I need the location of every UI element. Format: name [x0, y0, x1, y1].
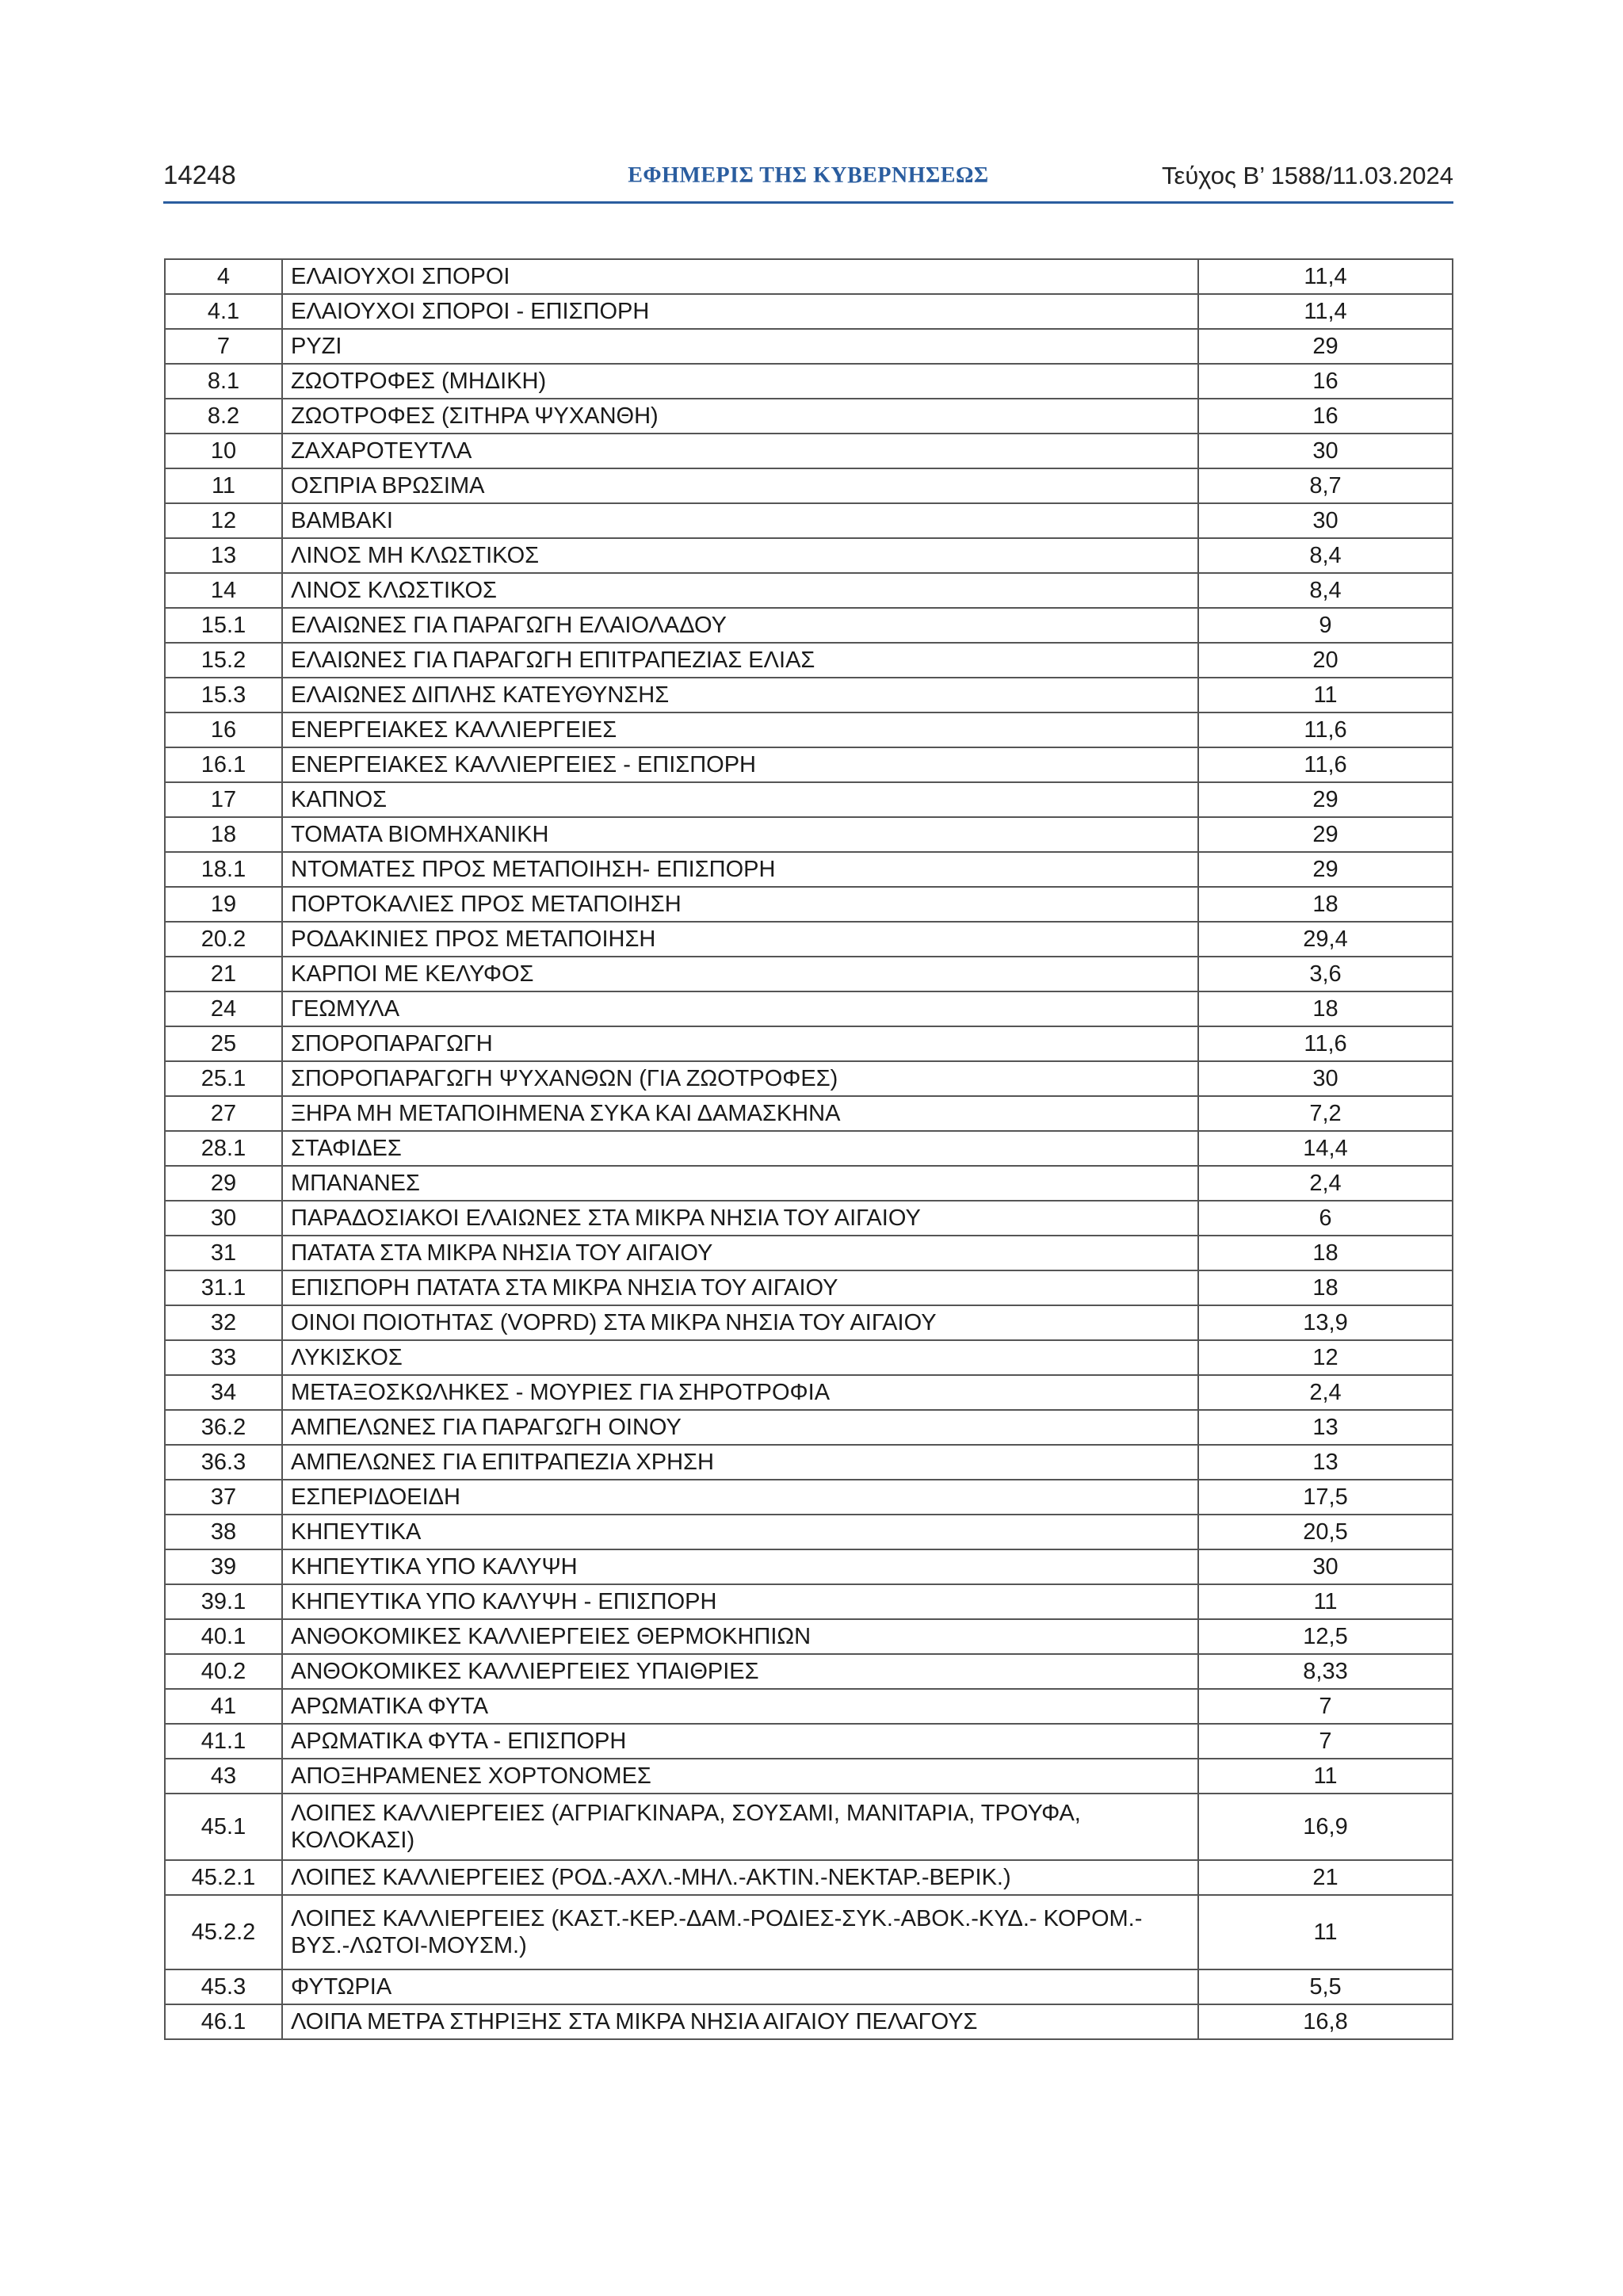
row-code: 24	[165, 991, 282, 1026]
table-row	[165, 1131, 1453, 1166]
row-name: ΦΥΤΩΡΙΑ	[282, 1969, 1198, 2004]
row-value: 9	[1198, 608, 1453, 643]
row-value: 5,5	[1198, 1969, 1453, 2004]
row-name: ΠΑΤΑΤΑ ΣΤΑ ΜΙΚΡΑ ΝΗΣΙΑ ΤΟΥ ΑΙΓΑΙΟΥ	[282, 1236, 1198, 1270]
table-row	[165, 503, 1453, 538]
row-value: 30	[1198, 1061, 1453, 1096]
row-value: 7,2	[1198, 1096, 1453, 1131]
row-code: 10	[165, 434, 282, 468]
row-name: ΜΕΤΑΞΟΣΚΩΛΗΚΕΣ - ΜΟΥΡΙΕΣ ΓΙΑ ΣΗΡΟΤΡΟΦΙΑ	[282, 1375, 1198, 1410]
row-name: ΛΟΙΠΕΣ ΚΑΛΛΙΕΡΓΕΙΕΣ (ΚΑΣΤ.-ΚΕΡ.-ΔΑΜ.-ΡΟΔΙΕΣ-ΣΥΚ.-ΑΒΟΚ.-ΚΥΔ.- ΚΟΡΟΜ.-ΒΥΣ.-ΛΩΤΟΙ-ΜΟΥΣΜ.)	[282, 1895, 1198, 1969]
row-name: ΣΤΑΦΙΔΕΣ	[282, 1131, 1198, 1166]
row-name: ΡΟΔΑΚΙΝΙΕΣ ΠΡΟΣ ΜΕΤΑΠΟΙΗΣΗ	[282, 922, 1198, 957]
row-name: ΠΑΡΑΔΟΣΙΑΚΟΙ ΕΛΑΙΩΝΕΣ ΣΤΑ ΜΙΚΡΑ ΝΗΣΙΑ ΤΟΥ ΑΙΓΑΙΟΥ	[282, 1201, 1198, 1236]
row-value: 16,8	[1198, 2004, 1453, 2039]
row-code: 37	[165, 1480, 282, 1515]
gazette-title: ΕΦΗΜΕΡΙΣ ΤΗΣ ΚΥΒΕΡΝΗΣΕΩΣ	[628, 163, 989, 188]
table-row	[165, 1096, 1453, 1131]
table-row	[165, 887, 1453, 922]
row-name: ΣΠΟΡΟΠΑΡΑΓΩΓΗ	[282, 1026, 1198, 1061]
table-row	[165, 1166, 1453, 1201]
row-code: 11	[165, 468, 282, 503]
row-code: 39.1	[165, 1584, 282, 1619]
row-code: 40.1	[165, 1619, 282, 1654]
row-name: ΛΟΙΠΕΣ ΚΑΛΛΙΕΡΓΕΙΕΣ (ΑΓΡΙΑΓΚΙΝΑΡΑ, ΣΟΥΣΑΜΙ, ΜΑΝΙΤΑΡΙΑ, ΤΡΟΥΦΑ, ΚΟΛΟΚΑΣΙ)	[282, 1794, 1198, 1860]
row-value: 18	[1198, 1270, 1453, 1305]
row-code: 15.1	[165, 608, 282, 643]
row-value: 16	[1198, 399, 1453, 434]
row-value: 30	[1198, 503, 1453, 538]
row-code: 36.3	[165, 1445, 282, 1480]
row-code: 8.2	[165, 399, 282, 434]
row-name: ΖΩΟΤΡΟΦΕΣ (ΣΙΤΗΡΑ ΨΥΧΑΝΘΗ)	[282, 399, 1198, 434]
row-code: 33	[165, 1340, 282, 1375]
row-name: ΒΑΜΒΑΚΙ	[282, 503, 1198, 538]
row-value: 17,5	[1198, 1480, 1453, 1515]
row-name: ΑΝΘΟΚΟΜΙΚΕΣ ΚΑΛΛΙΕΡΓΕΙΕΣ ΘΕΡΜΟΚΗΠΙΩΝ	[282, 1619, 1198, 1654]
row-code: 30	[165, 1201, 282, 1236]
row-code: 41.1	[165, 1724, 282, 1759]
row-name: ΖΑΧΑΡΟΤΕΥΤΛΑ	[282, 434, 1198, 468]
table-row	[165, 1270, 1453, 1305]
table-row	[165, 1860, 1453, 1895]
row-value: 18	[1198, 991, 1453, 1026]
row-code: 31	[165, 1236, 282, 1270]
table-row	[165, 991, 1453, 1026]
row-name: ΚΑΠΝΟΣ	[282, 782, 1198, 817]
table-row	[165, 538, 1453, 573]
table-row	[165, 1794, 1453, 1860]
row-value: 16	[1198, 364, 1453, 399]
row-name: ΛΥΚΙΣΚΟΣ	[282, 1340, 1198, 1375]
row-value: 20	[1198, 643, 1453, 678]
row-name: ΡΥΖΙ	[282, 329, 1198, 364]
row-code: 15.3	[165, 678, 282, 712]
table-row	[165, 1759, 1453, 1794]
row-value: 8,4	[1198, 573, 1453, 608]
row-code: 43	[165, 1759, 282, 1794]
table-row	[165, 1375, 1453, 1410]
row-value: 16,9	[1198, 1794, 1453, 1860]
row-name: ΕΛΑΙΩΝΕΣ ΓΙΑ ΠΑΡΑΓΩΓΗ ΕΠΙΤΡΑΠΕΖΙΑΣ ΕΛΙΑΣ	[282, 643, 1198, 678]
row-value: 11,6	[1198, 712, 1453, 747]
row-value: 12,5	[1198, 1619, 1453, 1654]
row-name: ΚΑΡΠΟΙ ΜΕ ΚΕΛΥΦΟΣ	[282, 957, 1198, 991]
row-name: ΑΜΠΕΛΩΝΕΣ ΓΙΑ ΕΠΙΤΡΑΠΕΖΙΑ ΧΡΗΣΗ	[282, 1445, 1198, 1480]
crop-values-table	[164, 258, 1453, 2040]
table-row	[165, 678, 1453, 712]
table-row	[165, 2004, 1453, 2039]
row-code: 14	[165, 573, 282, 608]
row-name: ΞΗΡΑ ΜΗ ΜΕΤΑΠΟΙΗΜΕΝΑ ΣΥΚΑ ΚΑΙ ΔΑΜΑΣΚΗΝΑ	[282, 1096, 1198, 1131]
row-code: 8.1	[165, 364, 282, 399]
table-row	[165, 1969, 1453, 2004]
row-name: ΕΠΙΣΠΟΡΗ ΠΑΤΑΤΑ ΣΤΑ ΜΙΚΡΑ ΝΗΣΙΑ ΤΟΥ ΑΙΓΑΙΟΥ	[282, 1270, 1198, 1305]
row-code: 16.1	[165, 747, 282, 782]
row-code: 7	[165, 329, 282, 364]
table-row	[165, 1061, 1453, 1096]
row-code: 34	[165, 1375, 282, 1410]
row-code: 38	[165, 1515, 282, 1549]
row-code: 40.2	[165, 1654, 282, 1689]
row-code: 29	[165, 1166, 282, 1201]
row-value: 11	[1198, 678, 1453, 712]
table-row	[165, 712, 1453, 747]
row-name: ΚΗΠΕΥΤΙΚΑ	[282, 1515, 1198, 1549]
row-name: ΜΠΑΝΑΝΕΣ	[282, 1166, 1198, 1201]
table-row	[165, 1410, 1453, 1445]
row-value: 11,4	[1198, 259, 1453, 294]
row-code: 17	[165, 782, 282, 817]
row-code: 27	[165, 1096, 282, 1131]
row-code: 20.2	[165, 922, 282, 957]
row-value: 11,4	[1198, 294, 1453, 329]
table-row	[165, 817, 1453, 852]
row-code: 45.2.1	[165, 1860, 282, 1895]
row-name: ΑΜΠΕΛΩΝΕΣ ΓΙΑ ΠΑΡΑΓΩΓΗ ΟΙΝΟΥ	[282, 1410, 1198, 1445]
row-value: 2,4	[1198, 1166, 1453, 1201]
row-value: 18	[1198, 1236, 1453, 1270]
row-name: ΕΛΑΙΟΥΧΟΙ ΣΠΟΡΟΙ	[282, 259, 1198, 294]
row-code: 4	[165, 259, 282, 294]
crop-table-body	[165, 259, 1453, 2039]
row-value: 21	[1198, 1860, 1453, 1895]
table-row	[165, 643, 1453, 678]
row-name: ΠΟΡΤΟΚΑΛΙΕΣ ΠΡΟΣ ΜΕΤΑΠΟΙΗΣΗ	[282, 887, 1198, 922]
row-value: 30	[1198, 1549, 1453, 1584]
row-value: 11	[1198, 1584, 1453, 1619]
row-value: 13	[1198, 1410, 1453, 1445]
row-value: 11,6	[1198, 1026, 1453, 1061]
row-name: ΛΟΙΠΕΣ ΚΑΛΛΙΕΡΓΕΙΕΣ (ΡΟΔ.-ΑΧΛ.-ΜΗΛ.-ΑΚΤΙΝ.-ΝΕΚΤΑΡ.-ΒΕΡΙΚ.)	[282, 1860, 1198, 1895]
issue-reference: Τεύχος Β’ 1588/11.03.2024	[1162, 162, 1453, 189]
row-value: 13,9	[1198, 1305, 1453, 1340]
row-name: ΕΛΑΙΩΝΕΣ ΔΙΠΛΗΣ ΚΑΤΕΥΘΥΝΣΗΣ	[282, 678, 1198, 712]
row-value: 29	[1198, 852, 1453, 887]
table-row	[165, 329, 1453, 364]
row-value: 3,6	[1198, 957, 1453, 991]
row-value: 8,7	[1198, 468, 1453, 503]
row-value: 7	[1198, 1689, 1453, 1724]
row-name: ΑΝΘΟΚΟΜΙΚΕΣ ΚΑΛΛΙΕΡΓΕΙΕΣ ΥΠΑΙΘΡΙΕΣ	[282, 1654, 1198, 1689]
row-code: 45.2.2	[165, 1895, 282, 1969]
table-row	[165, 1619, 1453, 1654]
row-code: 39	[165, 1549, 282, 1584]
row-name: ΛΟΙΠΑ ΜΕΤΡΑ ΣΤΗΡΙΞΗΣ ΣΤΑ ΜΙΚΡΑ ΝΗΣΙΑ ΑΙΓΑΙΟΥ ΠΕΛΑΓΟΥΣ	[282, 2004, 1198, 2039]
row-code: 46.1	[165, 2004, 282, 2039]
row-value: 29,4	[1198, 922, 1453, 957]
row-name: ΟΙΝΟΙ ΠΟΙΟΤΗΤΑΣ (VOPRD) ΣΤΑ ΜΙΚΡΑ ΝΗΣΙΑ ΤΟΥ ΑΙΓΑΙΟΥ	[282, 1305, 1198, 1340]
row-value: 11	[1198, 1759, 1453, 1794]
row-code: 45.1	[165, 1794, 282, 1860]
table-row	[165, 1305, 1453, 1340]
table-row	[165, 922, 1453, 957]
table-row	[165, 399, 1453, 434]
table-row	[165, 1584, 1453, 1619]
table-row	[165, 1026, 1453, 1061]
row-name: ΟΣΠΡΙΑ ΒΡΩΣΙΜΑ	[282, 468, 1198, 503]
row-code: 36.2	[165, 1410, 282, 1445]
row-code: 25.1	[165, 1061, 282, 1096]
row-name: ΑΠΟΞΗΡΑΜΕΝΕΣ ΧΟΡΤΟΝΟΜΕΣ	[282, 1759, 1198, 1794]
row-code: 31.1	[165, 1270, 282, 1305]
table-row	[165, 1654, 1453, 1689]
row-code: 15.2	[165, 643, 282, 678]
row-code: 45.3	[165, 1969, 282, 2004]
row-value: 11,6	[1198, 747, 1453, 782]
row-name: ΣΠΟΡΟΠΑΡΑΓΩΓΗ ΨΥΧΑΝΘΩΝ (ΓΙΑ ΖΩΟΤΡΟΦΕΣ)	[282, 1061, 1198, 1096]
row-value: 11	[1198, 1895, 1453, 1969]
row-name: ΤΟΜΑΤΑ ΒΙΟΜΗΧΑΝΙΚΗ	[282, 817, 1198, 852]
row-value: 29	[1198, 782, 1453, 817]
table-row	[165, 747, 1453, 782]
table-row	[165, 468, 1453, 503]
table-row	[165, 852, 1453, 887]
row-name: ΛΙΝΟΣ ΜΗ ΚΛΩΣΤΙΚΟΣ	[282, 538, 1198, 573]
row-value: 13	[1198, 1445, 1453, 1480]
row-value: 8,4	[1198, 538, 1453, 573]
row-code: 41	[165, 1689, 282, 1724]
row-code: 16	[165, 712, 282, 747]
row-code: 28.1	[165, 1131, 282, 1166]
row-code: 18	[165, 817, 282, 852]
table-row	[165, 434, 1453, 468]
row-name: ΚΗΠΕΥΤΙΚΑ ΥΠΟ ΚΑΛΥΨΗ	[282, 1549, 1198, 1584]
row-value: 2,4	[1198, 1375, 1453, 1410]
row-value: 30	[1198, 434, 1453, 468]
table-row	[165, 1549, 1453, 1584]
row-value: 8,33	[1198, 1654, 1453, 1689]
row-code: 13	[165, 538, 282, 573]
row-code: 18.1	[165, 852, 282, 887]
row-code: 32	[165, 1305, 282, 1340]
table-row	[165, 1515, 1453, 1549]
row-value: 20,5	[1198, 1515, 1453, 1549]
table-row	[165, 573, 1453, 608]
table-row	[165, 1895, 1453, 1969]
row-name: ΖΩΟΤΡΟΦΕΣ (ΜΗΔΙΚΗ)	[282, 364, 1198, 399]
row-code: 25	[165, 1026, 282, 1061]
row-value: 29	[1198, 329, 1453, 364]
table-row	[165, 1724, 1453, 1759]
row-name: ΕΛΑΙΩΝΕΣ ΓΙΑ ΠΑΡΑΓΩΓΗ ΕΛΑΙΟΛΑΔΟΥ	[282, 608, 1198, 643]
row-value: 18	[1198, 887, 1453, 922]
table-row	[165, 1480, 1453, 1515]
row-name: ΑΡΩΜΑΤΙΚΑ ΦΥΤΑ - ΕΠΙΣΠΟΡΗ	[282, 1724, 1198, 1759]
table-row	[165, 608, 1453, 643]
page-number: 14248	[163, 160, 236, 189]
row-code: 12	[165, 503, 282, 538]
row-code: 19	[165, 887, 282, 922]
row-name: ΓΕΩΜΥΛΑ	[282, 991, 1198, 1026]
row-name: ΕΛΑΙΟΥΧΟΙ ΣΠΟΡΟΙ - ΕΠΙΣΠΟΡΗ	[282, 294, 1198, 329]
table-row	[165, 1445, 1453, 1480]
row-value: 6	[1198, 1201, 1453, 1236]
row-code: 4.1	[165, 294, 282, 329]
row-name: ΕΝΕΡΓΕΙΑΚΕΣ ΚΑΛΛΙΕΡΓΕΙΕΣ - ΕΠΙΣΠΟΡΗ	[282, 747, 1198, 782]
table-row	[165, 957, 1453, 991]
row-value: 12	[1198, 1340, 1453, 1375]
table-row	[165, 294, 1453, 329]
row-name: ΑΡΩΜΑΤΙΚΑ ΦΥΤΑ	[282, 1689, 1198, 1724]
table-row	[165, 1689, 1453, 1724]
row-name: ΚΗΠΕΥΤΙΚΑ ΥΠΟ ΚΑΛΥΨΗ - ΕΠΙΣΠΟΡΗ	[282, 1584, 1198, 1619]
table-row	[165, 259, 1453, 294]
row-name: ΕΝΕΡΓΕΙΑΚΕΣ ΚΑΛΛΙΕΡΓΕΙΕΣ	[282, 712, 1198, 747]
row-name: ΝΤΟΜΑΤΕΣ ΠΡΟΣ ΜΕΤΑΠΟΙΗΣΗ- ΕΠΙΣΠΟΡΗ	[282, 852, 1198, 887]
row-value: 14,4	[1198, 1131, 1453, 1166]
table-row	[165, 1201, 1453, 1236]
table-row	[165, 1236, 1453, 1270]
row-code: 21	[165, 957, 282, 991]
table-row	[165, 782, 1453, 817]
row-name: ΛΙΝΟΣ ΚΛΩΣΤΙΚΟΣ	[282, 573, 1198, 608]
row-name: ΕΣΠΕΡΙΔΟΕΙΔΗ	[282, 1480, 1198, 1515]
row-value: 29	[1198, 817, 1453, 852]
page-header	[163, 157, 1453, 204]
table-row	[165, 1340, 1453, 1375]
table-row	[165, 364, 1453, 399]
row-value: 7	[1198, 1724, 1453, 1759]
